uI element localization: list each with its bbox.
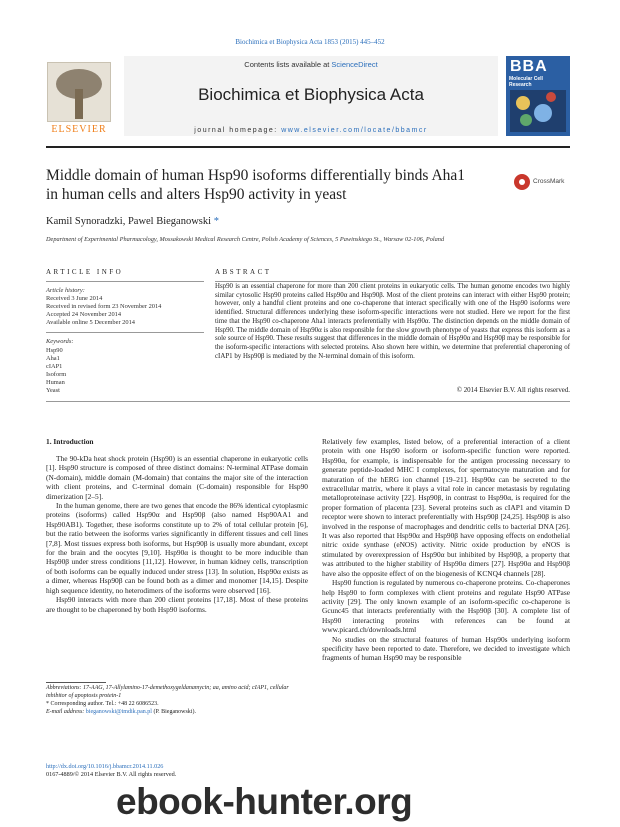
- journal-title: Biochimica et Biophysica Acta: [198, 85, 424, 104]
- homepage-prefix: journal homepage:: [194, 127, 282, 134]
- watermark-text: ebook-hunter.org: [116, 781, 413, 822]
- footnote-divider: [46, 682, 106, 683]
- cover-acronym: BBA: [510, 58, 548, 75]
- history-received: Received 3 June 2014: [46, 295, 103, 303]
- author-names: Kamil Synoradzki, Pawel Bieganowski: [46, 216, 212, 227]
- footnotes: [46, 684, 308, 716]
- cover-subtitle-1: Molecular Cell: [509, 76, 543, 82]
- keyword: Hsp90: [46, 346, 63, 354]
- elsevier-tree-icon: [47, 62, 111, 122]
- body-paragraph: Hsp90 interacts with more than 200 client proteins [17,18]. Most of these proteins are thought to be chaperoned by both Hsp90 isoforms.: [46, 595, 308, 614]
- author-affiliation: Department of Experimental Pharmacology, Mossakowski Medical Research Centre, Polish Academy of Sciences, 5 Pawinskiego St., Warsaw 02-106, Poland: [46, 236, 445, 243]
- issn-line: 0167-4889/© 2014 Elsevier B.V. All rights reserved.: [46, 771, 177, 778]
- abstract-copyright: © 2014 Elsevier B.V. All rights reserved.: [456, 387, 570, 394]
- history-heading: Article history:: [46, 287, 85, 294]
- sciencedirect-link[interactable]: ScienceDirect: [331, 60, 378, 69]
- keyword: Isoform: [46, 370, 67, 378]
- email-suffix: (P. Bieganowski).: [151, 709, 196, 715]
- article-info-heading: ARTICLE INFO: [46, 268, 124, 276]
- history-accepted: Accepted 24 November 2014: [46, 311, 122, 319]
- header-divider: [46, 146, 570, 148]
- body-paragraph: In the human genome, there are two genes that encode the 86% identical cytoplasmic proteins (isoforms) called Hsp90α and Hsp90β (also named Hsp90AA1 and Hsp90AB1). Together, these isoforms constitute up to 2% of total cellular protein [6], but the ratio between the isoforms varies significantly in different tissues and cell lines [7,8]. Most tissues express both isoforms, but Hsp90β is usually more abundant, except for the brain and the oocytes [9,10]. Hsp90α is thought to be more inducible than Hsp90β under stress conditions [11,12]. However, in human kidney cells, transcription of both isoforms can be equally induced under stress [13]. In solution, Hsp90α exists as a dimer, whereas Hsp90β can be found both as a dimer and monomer [14,15]. Despite high sequence identity, no heterodimers of the isoforms were observed [16].: [46, 501, 309, 595]
- contents-line: [124, 60, 498, 69]
- cover-subtitle-2: Research: [509, 82, 532, 88]
- body-left-column: [46, 454, 308, 614]
- abbreviations-footnote: Abbreviations: 17-AAG, 17-Allylamino-17-demethoxygeldanamycin; aa, amino acid; cIAP1, cellular inhibitor of apoptosis protein-1: [46, 685, 289, 699]
- doi-link[interactable]: http://dx.doi.org/10.1016/j.bbamcr.2014.11.026: [46, 763, 164, 770]
- keywords-heading: Keywords:: [46, 338, 74, 346]
- email-prefix: E-mail address:: [46, 709, 86, 715]
- journal-header: [46, 56, 570, 140]
- keywords-rule: [46, 332, 204, 333]
- article-info: [46, 287, 204, 395]
- body-paragraph: The 90-kDa heat shock protein (Hsp90) is an essential chaperone in eukaryotic cells [1]. Hsp90 structure is composed of three distinct domains: N-terminal ATPase domain (N-domain), middle domain (M-domain) that contains the major site of the interaction with client proteins, and C-terminal domain (C-domain) responsible for Hsp90 dimerization [2–5].: [46, 454, 308, 501]
- keyword: Aha1: [46, 354, 60, 362]
- journal-cover-image: [506, 56, 570, 136]
- keyword: Human: [46, 378, 65, 386]
- corresponding-author-footnote: * Corresponding author. Tel.: +48 22 6086523.: [46, 701, 159, 707]
- cover-artwork: [510, 90, 566, 132]
- email-footnote: [46, 708, 308, 716]
- journal-banner: [124, 56, 498, 136]
- author-list: [46, 216, 219, 227]
- journal-homepage: [124, 127, 498, 134]
- elsevier-wordmark: ELSEVIER: [51, 124, 107, 135]
- abstract-rule-top: [215, 281, 570, 282]
- history-revised: Received in revised form 23 November 2014: [46, 303, 162, 311]
- abstract-text: Hsp90 is an essential chaperone for more than 200 client proteins in eukaryotic cells. The human genome encodes two highly similar cytosolic Hsp90 proteins called Hsp90α and Hsp90β. Most of the client proteins can interact with either Hsp90 protein; however, only a handful client proteins and one co-chaperone that interact specifically with one of the Hsp90 isoforms were identified. Structural differences underlying these isoform-specific interactions were not studied. Here we report for the first time that the Hsp90 co-chaperone Aha1 interacts preferentially with Hsp90α. The distinction depends on the middle domain of Hsp90. The middle domain of Hsp90α is also responsible for the slow growth phenotype of yeasts that express this isoform as a sole source of Hsp90. These results suggest that differences in the middle domain of Hsp90α and Hsp90β may be responsible for the isoform-specific interactions with selected proteins. Also shown here within, we determine that preferential chaperoning of cIAP1 by Hsp90β is mediated by the N-terminal domain of this isoform.: [215, 283, 570, 360]
- contents-prefix: Contents lists available at: [244, 60, 332, 69]
- keyword: cIAP1: [46, 362, 63, 370]
- article-info-rule: [46, 281, 204, 282]
- article-identifiers: [46, 763, 176, 779]
- article-title: Middle domain of human Hsp90 isoforms differentially binds Aha1 in human cells and alters Hsp90 activity in yeast: [46, 167, 466, 203]
- author-email-link[interactable]: bieganowski@imdik.pan.pl: [85, 709, 152, 715]
- crossmark-label: CrossMark: [533, 178, 565, 185]
- body-paragraph: Hsp90 function is regulated by numerous co-chaperone proteins. Co-chaperones help Hsp90 to form complexes with client proteins and regulate Hsp90 ATPase activity [29]. The only known example of an isoform-specific co-chaperone is Gcunc45 that interacts preferentially with the Hsp90β [30]. A complete list of Hsp90 interacting proteins with references can be found at www.picard.ch/downloads.html: [322, 578, 570, 635]
- abstract-rule-bottom: [46, 401, 570, 402]
- homepage-link[interactable]: www.elsevier.com/locate/bbamcr: [281, 127, 428, 134]
- crossmark-badge[interactable]: [514, 172, 574, 192]
- body-right-column: [322, 437, 570, 663]
- body-paragraph: Relatively few examples, listed below, of a preferential interaction of a client protein with one Hsp90 isoform or isoform-specific function were reported. Hsp90α, for example, is indispensable for the antigen processing necessary to generate peptide-loaded MHC I complexes, for spermatocyte maturation and for maturation of the hERG ion channel [19–21]. Hsp90α can be secreted to the extracellular matrix, where it plays a vital role in cancer metastasis by regulating metalloproteinase activity [22]. Hsp90β, in contrast to Hsp90α, is required for the proper formation of placenta [23]. Several proteins such as cIAP1 and vitamin D receptor were shown to interact preferentially with Hsp90β [24,25]. Hsp90β is also involved in the response of macrophages and dendritic cells to bacterial DNA [26]. It was also reported that Hsp90α and Hsp90β have opposing effects on endothelial nitric oxide synthase (eNOS) activity. Nitric oxide production by eNOS is stimulated by overexpression of Hsp90α but inhibited by Hsp90β, a property that was attributed to the higher stability of Hsp90α dimers [27]. Hsp90α and Hsp90β have also the opposite effect of on the biogenesis of KCNQ4 channels [28].: [322, 437, 570, 578]
- journal-citation[interactable]: Biochimica et Biophysica Acta 1853 (2015) 445–452: [235, 38, 385, 46]
- corresponding-author-mark[interactable]: *: [211, 216, 219, 227]
- keyword: Yeast: [46, 387, 60, 395]
- elsevier-logo: [46, 62, 112, 140]
- introduction-heading: 1. Introduction: [46, 437, 94, 446]
- body-paragraph: No studies on the structural features of human Hsp90s underlying isoform specificity have been reported to date. Therefore, we decided to investigate which fragments of human Hsp90 may be responsible: [322, 634, 570, 663]
- history-online: Available online 5 December 2014: [46, 319, 135, 327]
- crossmark-icon: [514, 174, 530, 190]
- abstract-heading: ABSTRACT: [215, 268, 272, 276]
